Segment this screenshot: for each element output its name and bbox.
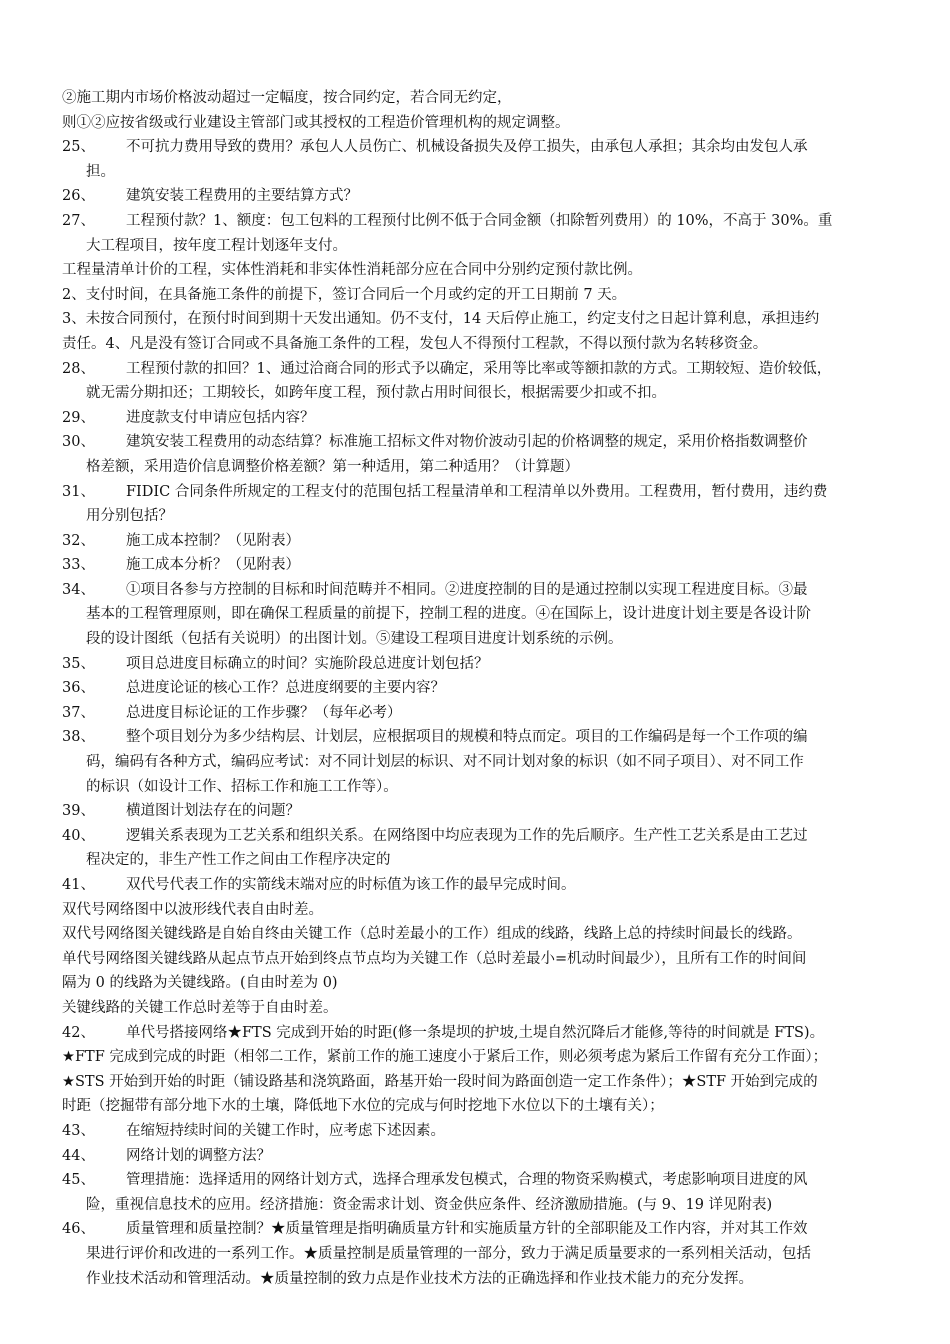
list-item [62, 1144, 920, 1169]
item-continuation: 担。 [86, 163, 115, 180]
list-item [62, 209, 920, 234]
item-number: 40、 [62, 827, 95, 844]
list-item [62, 824, 920, 849]
item-continuation: 就无需分期扣还；工期较长，如跨年度工程，预付款占用时间很长，根据需要少扣或不扣。 [86, 385, 666, 402]
item-number: 28、 [62, 360, 95, 377]
list-item [62, 873, 920, 898]
item-text: 横道图计划法存在的问题？ [126, 803, 300, 820]
item-number: 31、 [62, 483, 95, 500]
list-item [62, 676, 920, 701]
list-item [62, 701, 920, 726]
item-number: 41、 [62, 877, 95, 893]
list-item [62, 553, 920, 578]
item-number: 42、 [62, 1024, 95, 1041]
item-continuation: 用分别包括？ [86, 508, 173, 525]
item-text: 建筑安装工程费用的主要结算方式？ [126, 188, 358, 205]
item-text: 施工成本分析？（见附表） [126, 557, 300, 574]
item-number: 26、 [62, 188, 95, 205]
text-line: 关键线路的关键工作总时差等于自由时差。 [62, 999, 338, 1016]
item-text: 项目总进度目标确立的时间？实施阶段总进度计划包括？ [126, 655, 489, 672]
text-line: 责任。4、凡是没有签订合同或不具备施工条件的工程，发包人不得预付工程款，不得以预付款为名转移资金。 [62, 335, 768, 352]
item-number: 29、 [62, 409, 95, 426]
list-item [62, 578, 920, 603]
text-line: 则①②应按省级或行业建设主管部门或其授权的工程造价管理机构的规定调整。 [62, 114, 570, 131]
item-number: 46、 [62, 1221, 95, 1238]
item-text: 管理措施：选择适用的网络计划方式，选择合理承发包模式，合理的物资采购模式，考虑影响项目进度的风 [126, 1172, 808, 1189]
item-text: 质量管理和质量控制？★质量管理是指明确质量方针和实施质量方针的全部职能及工作内容，并对其工作效 [126, 1221, 808, 1238]
item-text: 单代号搭接网络★FTS 完成到开始的时距(修一条堤坝的护坡,土堤自然沉降后才能修,等待的时间就是 FTS)。 [126, 1024, 825, 1041]
text-line: 隔为 0 的线路为关键线路。(自由时差为 0) [62, 975, 338, 992]
item-continuation: 的标识（如设计工作、招标工作和施工工作等）。 [86, 778, 398, 795]
text-line: ②施工期内市场价格波动超过一定幅度，按合同约定，若合同无约定， [62, 90, 512, 106]
item-text: 工程预付款的扣回？1、通过洽商合同的形式予以确定，采用等比率或等额扣款的方式。工期较短、造价较低， [126, 360, 832, 377]
item-text: 总进度论证的核心工作？总进度纲要的主要内容？ [126, 680, 445, 697]
item-text: 整个项目划分为多少结构层、计划层，应根据项目的规模和特点而定。项目的工作编码是每一个工作项的编 [126, 729, 808, 746]
item-number: 44、 [62, 1147, 95, 1164]
item-continuation: 险，重视信息技术的应用。经济措施：资金需求计划、资金供应条件、经济激励措施。(与 9、19 详见附表) [86, 1196, 773, 1213]
item-number: 39、 [62, 803, 95, 820]
item-continuation: 码，编码有各种方式，编码应考试：对不同计划层的标识、对不同计划对象的标识（如不同子项目）、对不同工作 [86, 754, 804, 771]
item-text: 逻辑关系表现为工艺关系和组织关系。在网络图中均应表现为工作的先后顺序。生产性工艺关系是由工艺过 [126, 827, 808, 844]
text-line: 3、未按合同预付，在预付时间到期十天发出通知。仍不支付，14 天后停止施工，约定支付之日起计算利息，承担违约 [62, 311, 820, 328]
item-number: 35、 [62, 655, 95, 672]
item-continuation: 段的设计图纸（包括有关说明）的出图计划。⑤建设工程项目进度计划系统的示例。 [86, 631, 623, 648]
list-item [62, 1021, 920, 1046]
item-continuation: 作业技术活动和管理活动。★质量控制的致力点是作业技术方法的正确选择和作业技术能力的充分发挥。 [86, 1270, 753, 1287]
item-continuation: 果进行评价和改进的一系列工作。★质量控制是质量管理的一部分，致力于满足质量要求的一系列相关活动，包括 [86, 1245, 811, 1262]
text-line: 单代号网络图关键线路从起点节点开始到终点节点均为关键工作（总时差最小=机动时间最少），且所有工作的时间间 [62, 950, 807, 967]
document-page [62, 86, 920, 1291]
item-continuation: 程决定的，非生产性工作之间由工作程序决定的 [86, 852, 391, 869]
text-line: ★STS 开始到开始的时距（铺设路基和浇筑路面，路基开始一段时间为路面创造一定工作条件）；★STF 开始到完成的 [62, 1073, 818, 1090]
item-number: 36、 [62, 680, 95, 697]
item-number: 34、 [62, 581, 95, 598]
item-number: 32、 [62, 532, 95, 549]
item-number: 33、 [62, 557, 95, 574]
list-item [62, 184, 920, 209]
list-item [62, 1168, 920, 1193]
item-number: 27、 [62, 212, 95, 229]
text-line: 双代号网络图关键线路是自始自终由关键工作（总时差最小的工作）组成的线路，线路上总的持续时间最长的线路。 [62, 926, 802, 943]
item-number: 30、 [62, 434, 95, 451]
list-item [62, 1119, 920, 1144]
list-item [62, 529, 920, 554]
list-item [62, 357, 920, 382]
item-text: 建筑安装工程费用的动态结算？标准施工招标文件对物价波动引起的价格调整的规定，采用价格指数调整价 [126, 434, 808, 451]
item-text: 不可抗力费用导致的费用？承包人人员伤亡、机械设备损失及停工损失，由承包人承担；其余均由发包人承 [126, 139, 808, 156]
item-text: 施工成本控制？（见附表） [126, 532, 300, 549]
item-continuation: 基本的工程管理原则，即在确保工程质量的前提下，控制工程的进度。④在国际上，设计进度计划主要是各设计阶 [86, 606, 811, 623]
item-text: 总进度目标论证的工作步骤？（每年必考） [126, 704, 402, 721]
item-text: 网络计划的调整方法？ [126, 1147, 271, 1164]
item-number: 38、 [62, 729, 95, 746]
item-text: FIDIC 合同条件所规定的工程支付的范围包括工程量清单和工程清单以外费用。工程费用，暂付费用，违约费 [126, 483, 828, 500]
item-text: 工程预付款？1、额度：包工包料的工程预付比例不低于合同金额（扣除暂列费用）的 10%，不高于 30%。重 [126, 212, 833, 229]
item-number: 43、 [62, 1122, 95, 1139]
list-item [62, 430, 920, 455]
text-line: 2、支付时间，在具备施工条件的前提下，签订合同后一个月或约定的开工日期前 7 天。 [62, 286, 627, 303]
item-text: ①项目各参与方控制的目标和时间范畴并不相同。②进度控制的目的是通过控制以实现工程进度目标。③最 [126, 581, 808, 598]
list-item [62, 135, 920, 160]
list-item [62, 480, 920, 505]
text-line: 工程量清单计价的工程，实体性消耗和非实体性消耗部分应在合同中分别约定预付款比例。 [62, 262, 642, 279]
item-number: 37、 [62, 704, 95, 721]
item-text: 在缩短持续时间的关键工作时，应考虑下述因素。 [126, 1122, 445, 1139]
list-item [62, 799, 920, 824]
text-line: 时距（挖掘带有部分地下水的土壤，降低地下水位的完成与何时挖地下水位以下的土壤有关）； [62, 1098, 664, 1115]
list-item [62, 725, 920, 750]
list-item [62, 652, 920, 677]
item-continuation: 大工程项目，按年度工程计划逐年支付。 [86, 237, 347, 254]
list-item [62, 406, 920, 431]
list-item [62, 1217, 920, 1242]
item-text: 进度款支付申请应包括内容？ [126, 409, 315, 426]
text-line: ★FTF 完成到完成的时距（相邻二工作，紧前工作的施工速度小于紧后工作，则必须考虑为紧后工作留有充分工作面）； [62, 1049, 828, 1066]
item-continuation: 格差额，采用造价信息调整价格差额？第一种适用，第二种适用？（计算题） [86, 458, 579, 475]
text-line: 双代号网络图中以波形线代表自由时差。 [62, 901, 323, 918]
item-number: 45、 [62, 1172, 95, 1189]
item-number: 25、 [62, 139, 95, 156]
item-text: 双代号代表工作的实箭线末端对应的时标值为该工作的最早完成时间。 [126, 877, 576, 893]
